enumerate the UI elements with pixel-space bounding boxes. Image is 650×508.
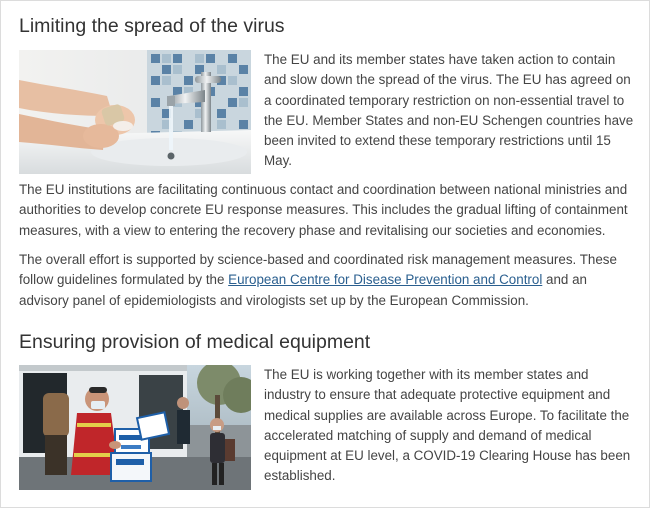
ecdc-link[interactable]: European Centre for Disease Prevention and Control	[228, 272, 543, 288]
medical-supplies-image	[19, 365, 251, 490]
section2-paragraph-1: The EU is working together with its member states and industry to ensure that adequate protective equipment and medical supplies are available across Europe. To facilitate the accelerated matching of supply and demand of medical equipment at EU level, a COVID-19 Clearing House has been established.	[264, 367, 631, 484]
section-heading-limiting-spread: Limiting the spread of the virus	[19, 15, 285, 37]
section1-paragraph-1: The EU and its member states have taken action to contain and slow down the spread of the virus. The EU has agreed on a coordinated temporary restriction on non-essential travel to the EU. Member States and non-EU Schengen countries have been invited to extend these temporary restrictions until 15 May.	[264, 52, 634, 169]
handwashing-image	[19, 50, 251, 174]
section1-paragraph-3	[19, 250, 639, 311]
paragraph-3-text-before: The overall effort is supported by science-based and coordinated risk management measures. These follow guidelines formulated by the	[19, 252, 617, 288]
paragraph-3-text-after: and an advisory panel of epidemiologists and virologists set up by the European Commission.	[19, 272, 587, 308]
section-heading-medical-equipment: Ensuring provision of medical equipment	[19, 331, 371, 353]
section1-paragraph-2: The EU institutions are facilitating continuous contact and coordination between national ministries and authorities to develop concrete EU response measures. This includes the gradual lifting of containment measures, with a view to entering the recovery phase and revitalising our societies and economies.	[19, 182, 628, 238]
